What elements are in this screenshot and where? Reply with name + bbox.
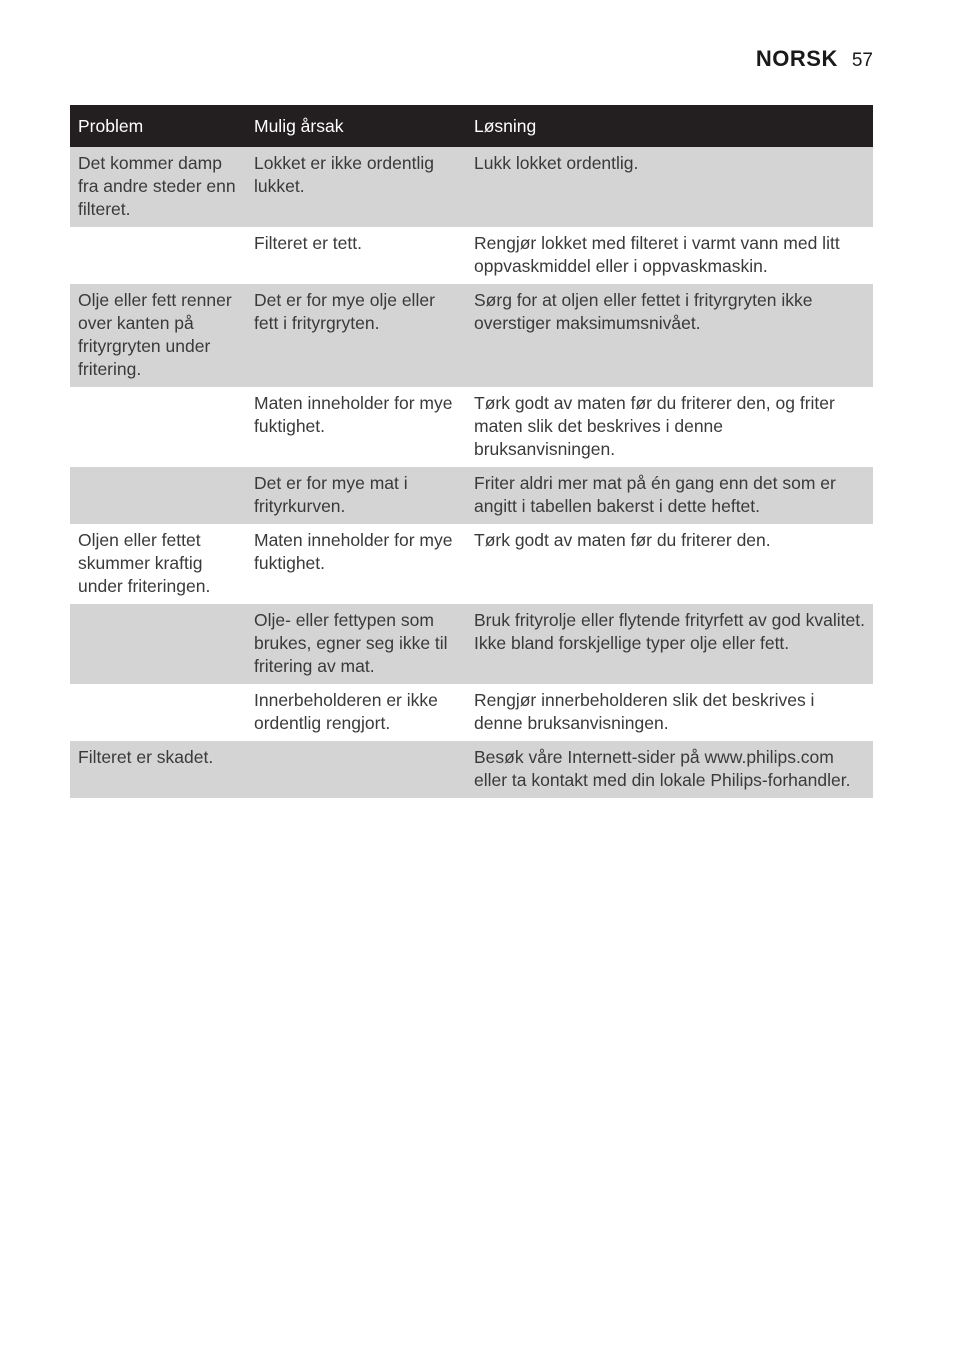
table-row bbox=[70, 467, 873, 524]
cause-cell: Det er for mye olje eller fett i frityrgryten. bbox=[246, 284, 466, 387]
solution-cell: Rengjør innerbeholderen slik det beskrives i denne bruksanvisningen. bbox=[466, 684, 873, 741]
problem-cell bbox=[70, 227, 246, 284]
cause-cell: Olje- eller fettypen som brukes, egner seg ikke til fritering av mat. bbox=[246, 604, 466, 684]
solution-cell: Rengjør lokket med filteret i varmt vann med litt oppvaskmiddel eller i oppvaskmaskin. bbox=[466, 227, 873, 284]
page-header bbox=[756, 46, 873, 72]
table-row bbox=[70, 227, 873, 284]
column-header-solution: Løsning bbox=[466, 105, 873, 147]
cause-cell: Filteret er tett. bbox=[246, 227, 466, 284]
solution-cell: Sørg for at oljen eller fettet i frityrgryten ikke overstiger maksimumsnivået. bbox=[466, 284, 873, 387]
page-number: 57 bbox=[851, 50, 873, 71]
cause-cell: Maten inneholder for mye fuktighet. bbox=[246, 524, 466, 604]
table-header-row bbox=[70, 105, 873, 147]
table-row bbox=[70, 741, 873, 798]
solution-cell: Tørk godt av maten før du friterer den, og friter maten slik det beskrives i denne bruksanvisningen. bbox=[466, 387, 873, 467]
problem-cell: Olje eller fett renner over kanten på frityrgryten under fritering. bbox=[70, 284, 246, 387]
problem-cell bbox=[70, 684, 246, 741]
table-row bbox=[70, 524, 873, 604]
cause-cell: Maten inneholder for mye fuktighet. bbox=[246, 387, 466, 467]
solution-cell: Lukk lokket ordentlig. bbox=[466, 147, 873, 227]
problem-cell: Det kommer damp fra andre steder enn filteret. bbox=[70, 147, 246, 227]
troubleshooting-table bbox=[70, 105, 873, 798]
table-row bbox=[70, 684, 873, 741]
cause-cell: Lokket er ikke ordentlig lukket. bbox=[246, 147, 466, 227]
problem-cell bbox=[70, 467, 246, 524]
table-row bbox=[70, 147, 873, 227]
cause-cell: Innerbeholderen er ikke ordentlig rengjort. bbox=[246, 684, 466, 741]
column-header-problem: Problem bbox=[70, 105, 246, 147]
solution-cell: Friter aldri mer mat på én gang enn det som er angitt i tabellen bakerst i dette heftet. bbox=[466, 467, 873, 524]
solution-cell: Bruk frityrolje eller flytende frityrfett av god kvalitet. Ikke bland forskjellige typer olje eller fett. bbox=[466, 604, 873, 684]
problem-cell bbox=[70, 604, 246, 684]
cause-cell: Det er for mye mat i frityrkurven. bbox=[246, 467, 466, 524]
column-header-cause: Mulig årsak bbox=[246, 105, 466, 147]
solution-cell: Besøk våre Internett-sider på www.philips.com eller ta kontakt med din lokale Philips-forhandler. bbox=[466, 741, 873, 798]
problem-cell bbox=[70, 387, 246, 467]
table-row bbox=[70, 387, 873, 467]
cause-cell bbox=[246, 741, 466, 798]
table-row bbox=[70, 604, 873, 684]
table-row bbox=[70, 284, 873, 387]
solution-cell: Tørk godt av maten før du friterer den. bbox=[466, 524, 873, 604]
problem-cell: Oljen eller fettet skummer kraftig under friteringen. bbox=[70, 524, 246, 604]
language-label: NORSK bbox=[755, 46, 838, 71]
problem-cell: Filteret er skadet. bbox=[70, 741, 246, 798]
